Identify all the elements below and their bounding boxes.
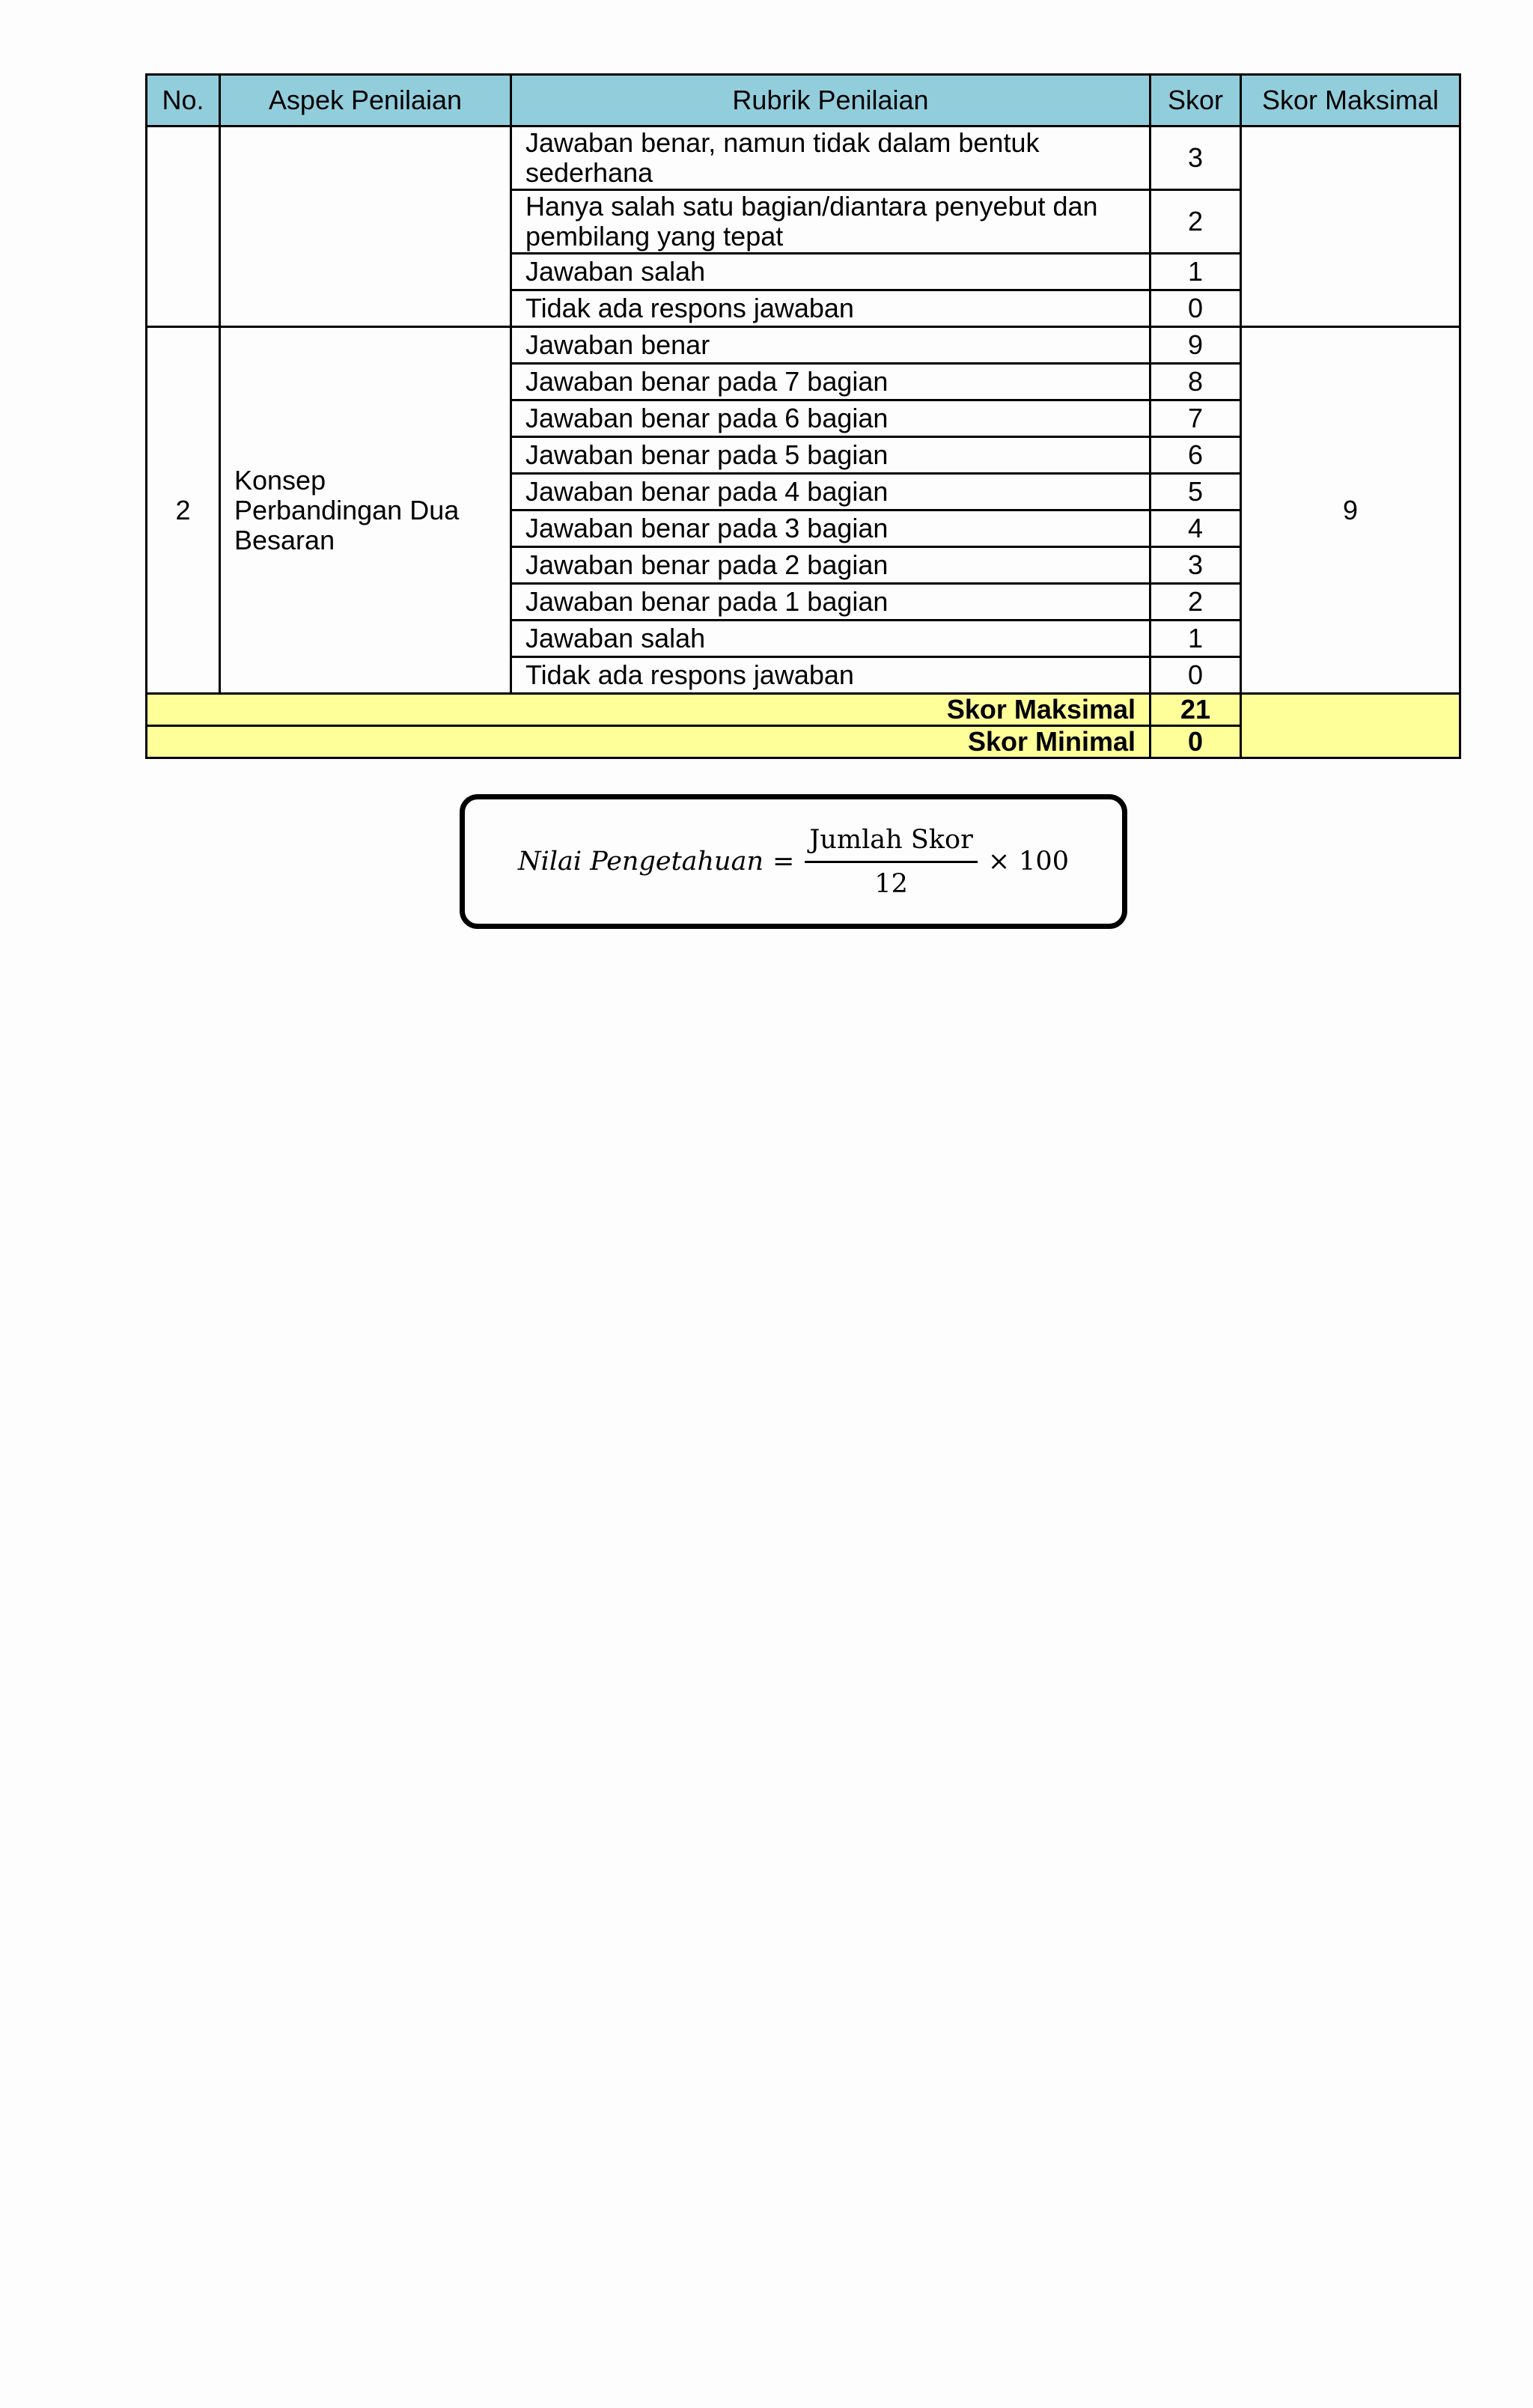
formula-times: ×	[987, 847, 1011, 877]
skor-cell: 8	[1150, 364, 1241, 400]
rubrik-cell: Jawaban benar pada 3 bagian	[511, 510, 1150, 547]
rubrik-cell: Jawaban benar pada 6 bagian	[511, 400, 1150, 437]
skor-cell: 3	[1150, 127, 1241, 190]
total-max-label: Skor Maksimal	[147, 694, 1150, 726]
formula-box	[460, 794, 1127, 929]
formula-lhs: Nilai Pengetahuan	[518, 847, 764, 877]
header-no: No.	[147, 75, 220, 127]
rubrik-cell: Tidak ada respons jawaban	[511, 657, 1150, 694]
header-aspek: Aspek Penilaian	[220, 75, 511, 127]
skor-cell: 9	[1150, 327, 1241, 364]
rubrik-cell: Jawaban benar	[511, 327, 1150, 364]
header-skor: Skor	[1150, 75, 1241, 127]
aspek-cell-empty	[220, 127, 511, 327]
formula-equals: =	[772, 847, 795, 877]
rubrik-cell: Jawaban benar pada 4 bagian	[511, 474, 1150, 510]
rubrik-cell: Jawaban benar pada 1 bagian	[511, 584, 1150, 621]
skor-cell: 1	[1150, 621, 1241, 657]
formula-fraction	[805, 825, 977, 899]
skor-maksimal-cell-empty	[1241, 127, 1460, 327]
skor-cell: 3	[1150, 547, 1241, 584]
total-min-label: Skor Minimal	[147, 726, 1150, 758]
rubrik-cell: Jawaban benar, namun tidak dalam bentuk sederhana	[511, 127, 1150, 190]
skor-cell: 1	[1150, 254, 1241, 290]
header-row	[147, 75, 1460, 127]
skor-cell: 0	[1150, 657, 1241, 694]
formula-factor: 100	[1019, 847, 1069, 877]
skor-cell: 6	[1150, 437, 1241, 474]
header-rubrik: Rubrik Penilaian	[511, 75, 1150, 127]
rubrik-cell: Jawaban benar pada 7 bagian	[511, 364, 1150, 400]
rubric-table	[145, 73, 1461, 759]
no-cell-empty	[147, 127, 220, 327]
total-max-value: 21	[1150, 694, 1241, 726]
skor-cell: 0	[1150, 290, 1241, 327]
total-empty-cell	[1241, 694, 1460, 758]
rubrik-cell: Jawaban salah	[511, 254, 1150, 290]
aspek-cell: Konsep Perbandingan Dua Besaran	[220, 327, 511, 694]
rubrik-cell: Hanya salah satu bagian/diantara penyebut dan pembilang yang tepat	[511, 190, 1150, 254]
header-skor-maksimal: Skor Maksimal	[1241, 75, 1460, 127]
no-cell: 2	[147, 327, 220, 694]
rubrik-cell: Jawaban benar pada 5 bagian	[511, 437, 1150, 474]
total-max-row	[147, 694, 1460, 726]
table-row	[147, 127, 1460, 190]
total-min-value: 0	[1150, 726, 1241, 758]
skor-cell: 7	[1150, 400, 1241, 437]
rubrik-cell: Jawaban salah	[511, 621, 1150, 657]
skor-cell: 2	[1150, 190, 1241, 254]
formula-numerator: Jumlah Skor	[805, 825, 977, 863]
skor-cell: 2	[1150, 584, 1241, 621]
rubrik-cell: Tidak ada respons jawaban	[511, 290, 1150, 327]
skor-cell: 4	[1150, 510, 1241, 547]
rubrik-cell: Jawaban benar pada 2 bagian	[511, 547, 1150, 584]
skor-cell: 5	[1150, 474, 1241, 510]
formula-denominator: 12	[874, 868, 908, 899]
table-row	[147, 327, 1460, 364]
skor-maksimal-cell: 9	[1241, 327, 1460, 694]
